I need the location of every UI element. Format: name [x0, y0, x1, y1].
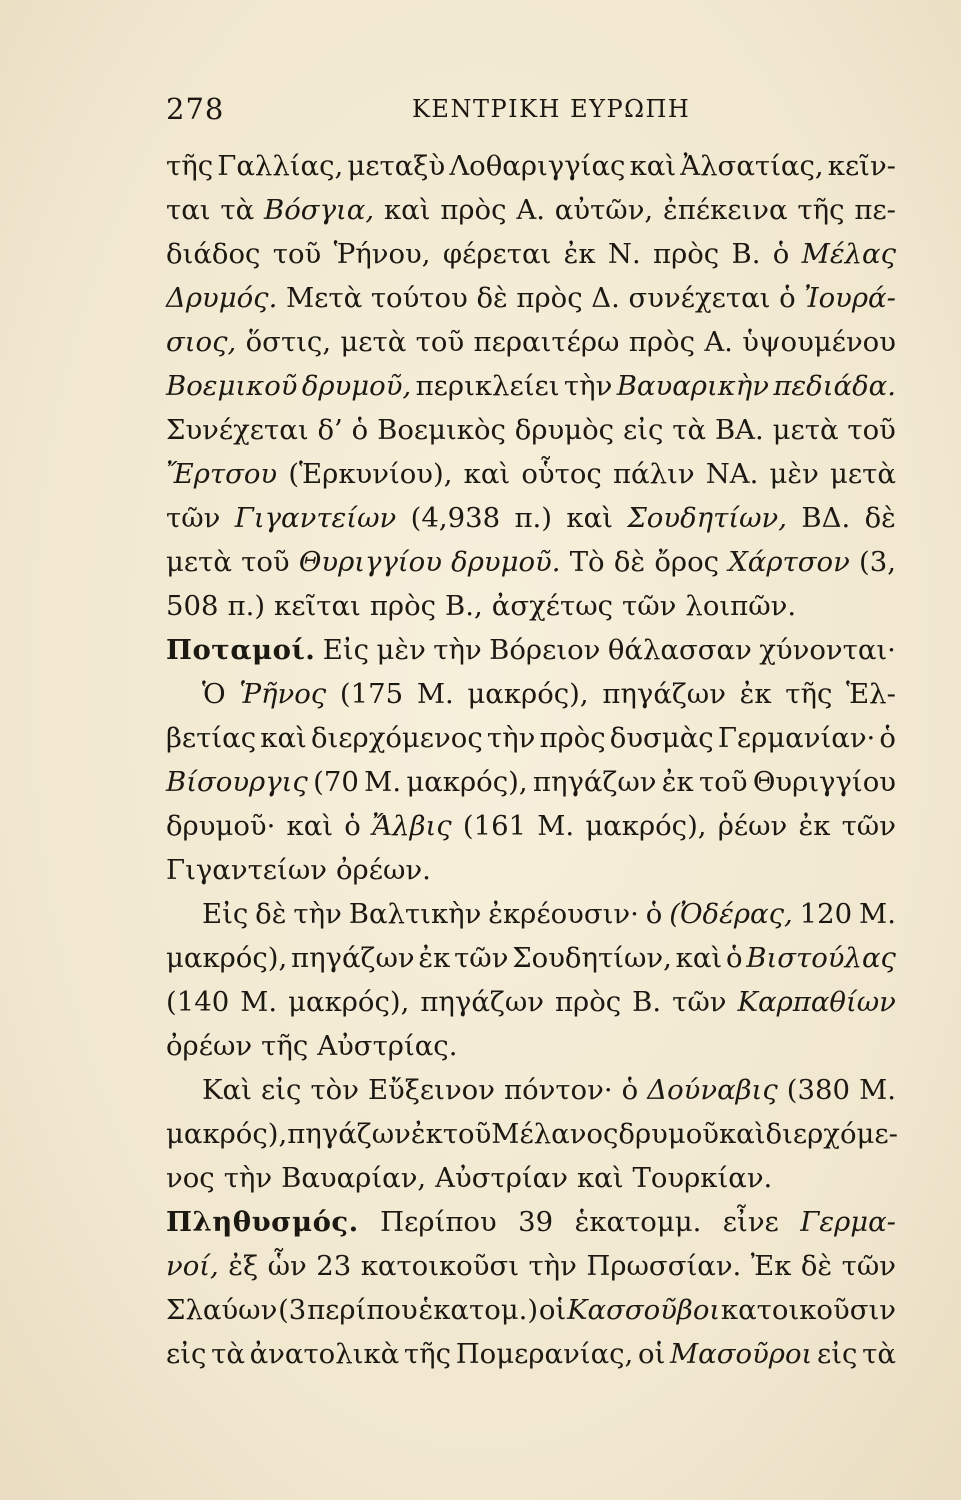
- word: αὐτῶν,: [554, 194, 654, 226]
- word: τῆς: [403, 1338, 451, 1370]
- word: Βοεμικοῦ: [166, 370, 298, 402]
- word: τῆς: [785, 678, 833, 710]
- word: ὅστις,: [245, 326, 332, 358]
- word: τῶν: [841, 810, 896, 842]
- word: καὶ: [383, 194, 431, 226]
- word: Μ.: [537, 810, 575, 842]
- word: τὰ: [220, 194, 255, 226]
- word: καὶ: [260, 722, 307, 754]
- word: τὰ: [211, 1338, 245, 1370]
- word: τῆς: [797, 194, 845, 226]
- word: λοιπῶν.: [685, 590, 797, 622]
- word: Πομερανίας,: [455, 1338, 634, 1370]
- word: Χάρτσον: [728, 546, 850, 578]
- word: Εἰς: [322, 634, 370, 666]
- word: ἀσχέτως: [491, 590, 614, 622]
- word: Τουρκίαν.: [632, 1162, 773, 1194]
- word: ἐκ: [410, 1118, 443, 1150]
- text-line: [166, 848, 896, 892]
- word: κατοικοῦσι: [360, 1250, 520, 1282]
- word: τὴν: [293, 898, 342, 930]
- word: Λοθαριγγίας: [449, 150, 626, 182]
- word: περικλείει: [415, 370, 560, 402]
- word: Β.,: [445, 590, 483, 622]
- text-line: [166, 232, 896, 276]
- word: τῶν: [622, 590, 677, 622]
- text-line: [166, 1244, 896, 1288]
- word: Γαλλίας,: [217, 150, 344, 182]
- word: ὁ: [351, 414, 369, 446]
- word: τὴν: [563, 370, 613, 402]
- text-line: [166, 496, 896, 540]
- text-line: [166, 716, 896, 760]
- word: καὶ: [566, 502, 613, 534]
- word: Μ.: [859, 898, 896, 930]
- word: Ἄλβις: [371, 810, 452, 842]
- word: Ν.: [607, 238, 641, 270]
- word: μετὰ: [772, 414, 839, 446]
- word: νοί,: [166, 1250, 219, 1282]
- word: σιος,: [166, 326, 237, 358]
- word: 120: [799, 898, 853, 930]
- word: Καὶ: [202, 1074, 252, 1106]
- word: τῆς: [261, 1030, 309, 1062]
- text-line: [166, 1156, 896, 1200]
- word: ὁ: [879, 722, 896, 754]
- text-line: [166, 1112, 896, 1156]
- word: δὲ: [476, 282, 508, 314]
- word: (380: [786, 1074, 851, 1106]
- word: ΒΔ.: [801, 502, 851, 534]
- word: πρὸς: [554, 986, 622, 1018]
- word: ἐκ: [418, 942, 451, 974]
- word: τὰ: [862, 1338, 896, 1370]
- word: Βαυαρίαν,: [281, 1162, 427, 1194]
- text-line: [166, 1332, 896, 1376]
- word: δὲ: [255, 898, 287, 930]
- word: χύνονται·: [759, 634, 896, 666]
- word: Μ.: [416, 678, 454, 710]
- word: (3,: [859, 546, 896, 578]
- word: πάλιν: [612, 458, 695, 490]
- word: μεταξὺ: [347, 150, 446, 182]
- word: ὁ: [621, 1074, 639, 1106]
- word: Βαλτικὴν: [348, 898, 482, 930]
- word: πρὸς: [539, 722, 606, 754]
- word: ὄρος: [654, 546, 720, 578]
- word: Μασοῦροι: [670, 1338, 813, 1370]
- word: Θυριγγίου: [752, 766, 896, 798]
- word: Αὐστρίαν: [435, 1162, 568, 1194]
- word: δὲ: [613, 546, 646, 578]
- word: ὁ: [645, 898, 663, 930]
- text-line: [166, 892, 896, 936]
- word: μὲν: [376, 634, 426, 666]
- word: (Ἑρκυνίου),: [288, 458, 453, 490]
- word: Γερμανίαν·: [717, 722, 876, 754]
- page-header: [166, 92, 896, 132]
- word: μετὰ: [830, 458, 896, 490]
- word: ἑκατομ.): [418, 1294, 539, 1326]
- word: φέρεται: [442, 238, 552, 270]
- word: (140: [166, 986, 230, 1018]
- word: καὶ: [286, 810, 334, 842]
- word: τὰ: [672, 414, 707, 446]
- word: Ἑλ-: [846, 678, 896, 710]
- word: Γιγαντείων: [166, 854, 327, 886]
- word: Τὸ: [569, 546, 605, 578]
- word: μετὰ: [340, 326, 407, 358]
- word: ἐξ: [228, 1250, 259, 1282]
- text-line: [166, 760, 896, 804]
- word: Κασσοῦβοι: [566, 1294, 721, 1326]
- word: Ὁ: [202, 678, 226, 710]
- word: ἐκ: [563, 238, 596, 270]
- word: κεῖν-: [827, 150, 896, 182]
- word: ἐπέκεινα: [663, 194, 788, 226]
- word: ΒΑ.: [714, 414, 764, 446]
- word: οὗτος: [521, 458, 602, 490]
- word: μακρός),: [467, 678, 589, 710]
- word: Ῥῆνος: [239, 678, 327, 710]
- word: (Ὀδέρας,: [669, 898, 793, 930]
- word: πρὸς: [653, 238, 720, 270]
- word: Βοεμικὸς: [377, 414, 506, 446]
- word: ἐκ: [739, 678, 772, 710]
- word: Β.: [731, 238, 761, 270]
- word: Θυριγγίου: [298, 546, 442, 578]
- running-title: ΚΕΝΤΡΙΚΗ ΕΥΡΩΠΗ: [412, 95, 691, 123]
- word: ὁ: [772, 238, 790, 270]
- word: ἐκ: [798, 810, 831, 842]
- word: δὲ: [800, 1250, 833, 1282]
- word: μακρός),: [406, 766, 528, 798]
- page-number: 278: [166, 92, 225, 126]
- word: Ἐκ: [750, 1250, 792, 1282]
- word: καὶ: [629, 150, 677, 182]
- text-line: [166, 1024, 896, 1068]
- word: Βιστούλας: [746, 942, 896, 974]
- word: (70: [313, 766, 359, 798]
- word: ὁ: [344, 810, 361, 842]
- text-line: [166, 1200, 896, 1244]
- word: ἐκρέουσιν·: [488, 898, 639, 930]
- word: ὁ: [779, 282, 796, 314]
- word: δ’: [317, 414, 343, 446]
- word: Βόρειον: [489, 634, 601, 666]
- word: εἰς: [816, 1338, 858, 1370]
- word: Μέλας: [801, 238, 896, 270]
- word: πε-: [854, 194, 896, 226]
- word: δὲ: [864, 502, 896, 534]
- word: 508: [166, 590, 219, 622]
- word: ἑκατομμ.: [574, 1206, 702, 1238]
- word: Πρωσσίαν.: [586, 1250, 742, 1282]
- word: Γιγαντείων: [234, 502, 397, 534]
- word: π.): [514, 502, 553, 534]
- text-line: [166, 364, 896, 408]
- word: πηγάζων: [532, 766, 657, 798]
- word: πηγάζων: [291, 942, 415, 974]
- text-line: [166, 276, 896, 320]
- word: τῶν: [672, 986, 727, 1018]
- word: (4,938: [410, 502, 501, 534]
- word: οἱ: [637, 1338, 666, 1370]
- word: ὀρέων.: [335, 854, 431, 886]
- word: (161: [462, 810, 527, 842]
- word: Περίπου: [380, 1206, 497, 1238]
- word: Ἀλσατίας,: [680, 150, 824, 182]
- word: τοῦ: [847, 414, 896, 446]
- word: δρυμοῦ·: [166, 810, 276, 842]
- text-line: [166, 1288, 896, 1332]
- word: ἐκ: [661, 766, 694, 798]
- word: Δούναβις: [647, 1074, 778, 1106]
- word: διάδος: [166, 238, 261, 270]
- word: τὴν: [223, 1162, 273, 1194]
- word: Εἰς: [202, 898, 249, 930]
- word: τοῦ: [272, 238, 322, 270]
- word: τὴν: [528, 1250, 577, 1282]
- word: διερχόμε-: [765, 1118, 898, 1150]
- word: ὧν: [267, 1250, 307, 1282]
- word: Α.: [704, 326, 733, 358]
- word: τοῦ: [442, 1118, 492, 1150]
- word: θάλασσαν: [607, 634, 752, 666]
- word: ὁ: [725, 942, 743, 974]
- word: πρὸς: [628, 326, 695, 358]
- word: (175: [339, 678, 404, 710]
- word: εἰς: [622, 414, 664, 446]
- text-line: [166, 408, 896, 452]
- word: πηγάζων: [602, 678, 726, 710]
- word: Αὐστρίας.: [317, 1030, 458, 1062]
- word: διερχόμενος: [310, 722, 483, 754]
- word: ὀρέων: [166, 1030, 253, 1062]
- word: καὶ: [576, 1162, 624, 1194]
- word: δρυμὸς: [514, 414, 615, 446]
- section-heading: Πληθυσμός.: [166, 1206, 359, 1238]
- word: κατοικοῦσιν: [720, 1294, 896, 1326]
- word: πηγάζων: [420, 986, 544, 1018]
- word: Ἔρτσου: [166, 458, 278, 490]
- word: Β.: [632, 986, 662, 1018]
- text-line: [166, 540, 896, 584]
- word: πόντον·: [504, 1074, 613, 1106]
- word: Σουδητίων,: [512, 942, 672, 974]
- word: Βαυαρικὴν: [616, 370, 769, 402]
- word: ται: [166, 194, 211, 226]
- word: ἀνατολικὰ: [249, 1338, 400, 1370]
- word: 39: [518, 1206, 554, 1238]
- word: νος: [166, 1162, 215, 1194]
- word: τὴν: [486, 722, 536, 754]
- word: Μετὰ: [285, 282, 363, 314]
- word: πρὸς: [516, 282, 583, 314]
- word: Μ.: [859, 1074, 896, 1106]
- word: Μέλανος: [491, 1118, 619, 1150]
- word: Καρπαθίων: [737, 986, 896, 1018]
- word: Ῥήνου,: [333, 238, 431, 270]
- word: πεδιάδα.: [773, 370, 896, 402]
- word: πρὸς: [369, 590, 437, 622]
- word: Σουδητίων,: [627, 502, 787, 534]
- word: πηγάζων: [287, 1118, 411, 1150]
- word: καὶ: [718, 1118, 766, 1150]
- word: κεῖται: [274, 590, 361, 622]
- word: τῶν: [841, 1250, 896, 1282]
- word: Μ.: [240, 986, 278, 1018]
- text-line: [166, 1068, 896, 1112]
- text-line: [166, 188, 896, 232]
- word: μακρός),: [288, 986, 410, 1018]
- word: π.): [227, 590, 266, 622]
- word: εἶνε: [722, 1206, 779, 1238]
- word: δρυμοῦ.: [451, 546, 561, 578]
- word: περαιτέρω: [473, 326, 620, 358]
- word: μὲν: [769, 458, 819, 490]
- word: Γερμα-: [800, 1206, 896, 1238]
- word: πρὸς: [440, 194, 507, 226]
- word: τῶν: [454, 942, 509, 974]
- word: τὸν: [310, 1074, 359, 1106]
- word: 23: [316, 1250, 352, 1282]
- word: τοῦ: [699, 766, 748, 798]
- word: τῶν: [166, 502, 221, 534]
- word: καὶ: [463, 458, 511, 490]
- text-line: [166, 804, 896, 848]
- word: δρυμοῦ,: [301, 370, 412, 402]
- word: Δρυμός.: [166, 282, 278, 314]
- word: Δ.: [591, 282, 620, 314]
- word: μακρός),: [166, 942, 288, 974]
- text-body: [166, 144, 896, 1376]
- word: Συνέχεται: [166, 414, 309, 446]
- word: δυσμὰς: [609, 722, 714, 754]
- text-line: [166, 628, 896, 672]
- word: τοῦ: [415, 326, 465, 358]
- word: ὑψουμένου: [742, 326, 896, 358]
- word: εἰς: [260, 1074, 302, 1106]
- word: Α.: [516, 194, 545, 226]
- word: ΝΑ.: [705, 458, 759, 490]
- text-line: [166, 936, 896, 980]
- word: περίπου: [307, 1294, 418, 1326]
- word: μακρός),: [585, 810, 707, 842]
- section-heading: Ποταμοί.: [166, 634, 316, 666]
- word: Βίσουργις: [166, 766, 308, 798]
- text-line: [166, 452, 896, 496]
- word: τὴν: [433, 634, 482, 666]
- word: τοῦ: [241, 546, 290, 578]
- text-line: [166, 144, 896, 188]
- text-line: [166, 320, 896, 364]
- word: καὶ: [675, 942, 723, 974]
- word: οἱ: [538, 1294, 567, 1326]
- word: τούτου: [370, 282, 468, 314]
- word: βετίας: [166, 722, 257, 754]
- word: Βόσγια,: [264, 194, 375, 226]
- word: εἰς: [166, 1338, 207, 1370]
- word: μακρός),: [166, 1118, 288, 1150]
- word: συνέχεται: [628, 282, 771, 314]
- word: Ἰουρά-: [804, 282, 896, 314]
- text-line: [166, 584, 896, 628]
- word: (3: [278, 1294, 307, 1326]
- text-line: [166, 980, 896, 1024]
- word: Εὔξεινον: [367, 1074, 495, 1106]
- word: τῆς: [166, 150, 214, 182]
- word: ῥέων: [717, 810, 788, 842]
- text-line: [166, 672, 896, 716]
- word: μετὰ: [166, 546, 232, 578]
- word: δρυμοῦ: [618, 1118, 719, 1150]
- word: Μ.: [364, 766, 402, 798]
- word: Σλαύων: [166, 1294, 278, 1326]
